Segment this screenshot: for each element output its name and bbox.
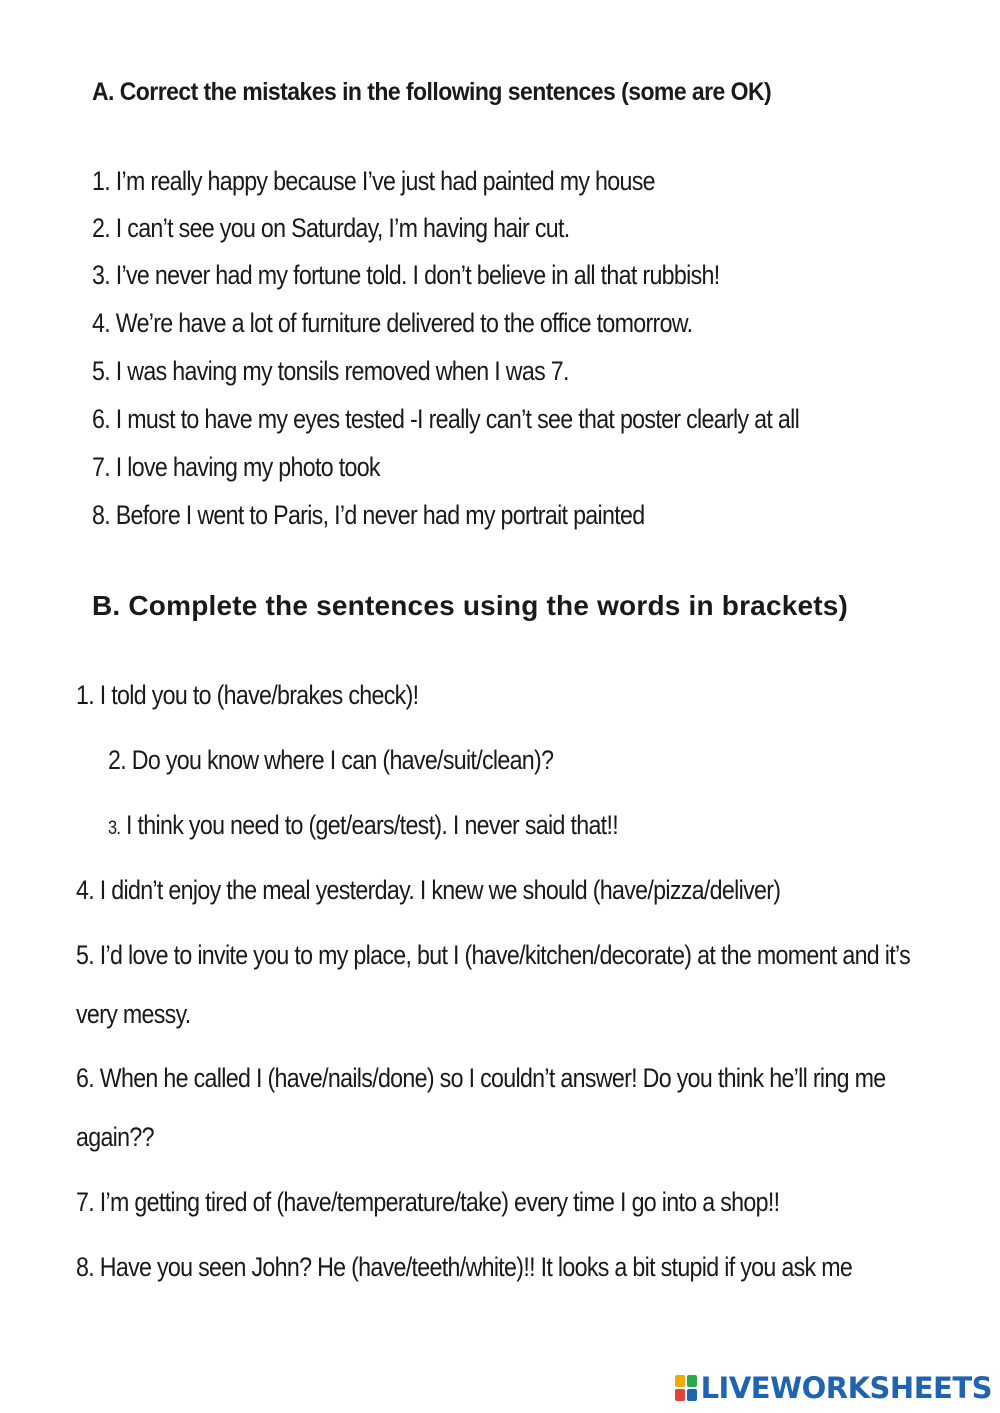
list-item-continuation: very messy.: [76, 999, 191, 1029]
list-item: 8. Before I went to Paris, I’d never had my portrait painted: [92, 500, 645, 530]
list-item: 2. Do you know where I can (have/suit/clean)?: [108, 745, 554, 775]
list-item: 4. I didn’t enjoy the meal yesterday. I knew we should (have/pizza/deliver): [76, 875, 781, 905]
list-item: 5. I was having my tonsils removed when I was 7.: [92, 356, 569, 386]
list-item: 6. I must to have my eyes tested -I really can’t see that poster clearly at all: [92, 404, 800, 434]
liveworksheets-logo[interactable]: [675, 1371, 992, 1405]
list-item: 1. I’m really happy because I’ve just had painted my house: [92, 166, 655, 196]
list-item: 5. I’d love to invite you to my place, but I (have/kitchen/decorate) at the moment and it’s: [76, 940, 910, 970]
list-item: 7. I love having my photo took: [92, 452, 380, 482]
list-item-continuation: again??: [76, 1122, 154, 1152]
list-item: 8. Have you seen John? He (have/teeth/white)!! It looks a bit stupid if you ask me: [76, 1252, 853, 1282]
section-b-heading: B. Complete the sentences using the words in brackets): [92, 590, 849, 621]
list-item: 3. I’ve never had my fortune told. I don’t believe in all that rubbish!: [92, 260, 720, 290]
list-item: 1. I told you to (have/brakes check)!: [76, 680, 419, 710]
logo-mark-icon: [675, 1375, 697, 1401]
list-item: 7. I’m getting tired of (have/temperature/take) every time I go into a shop!!: [76, 1187, 780, 1217]
list-item: 3. I think you need to (get/ears/test). I never said that!!: [108, 810, 618, 840]
list-item: 4. We’re have a lot of furniture delivered to the office tomorrow.: [92, 308, 693, 338]
list-item: 6. When he called I (have/nails/done) so I couldn’t answer! Do you think he’ll ring me: [76, 1063, 886, 1093]
list-item: 2. I can’t see you on Saturday, I’m having hair cut.: [92, 213, 570, 243]
section-a-heading: A. Correct the mistakes in the following sentences (some are OK): [92, 78, 772, 106]
logo-text: LIVEWORKSHEETS: [700, 1371, 992, 1405]
